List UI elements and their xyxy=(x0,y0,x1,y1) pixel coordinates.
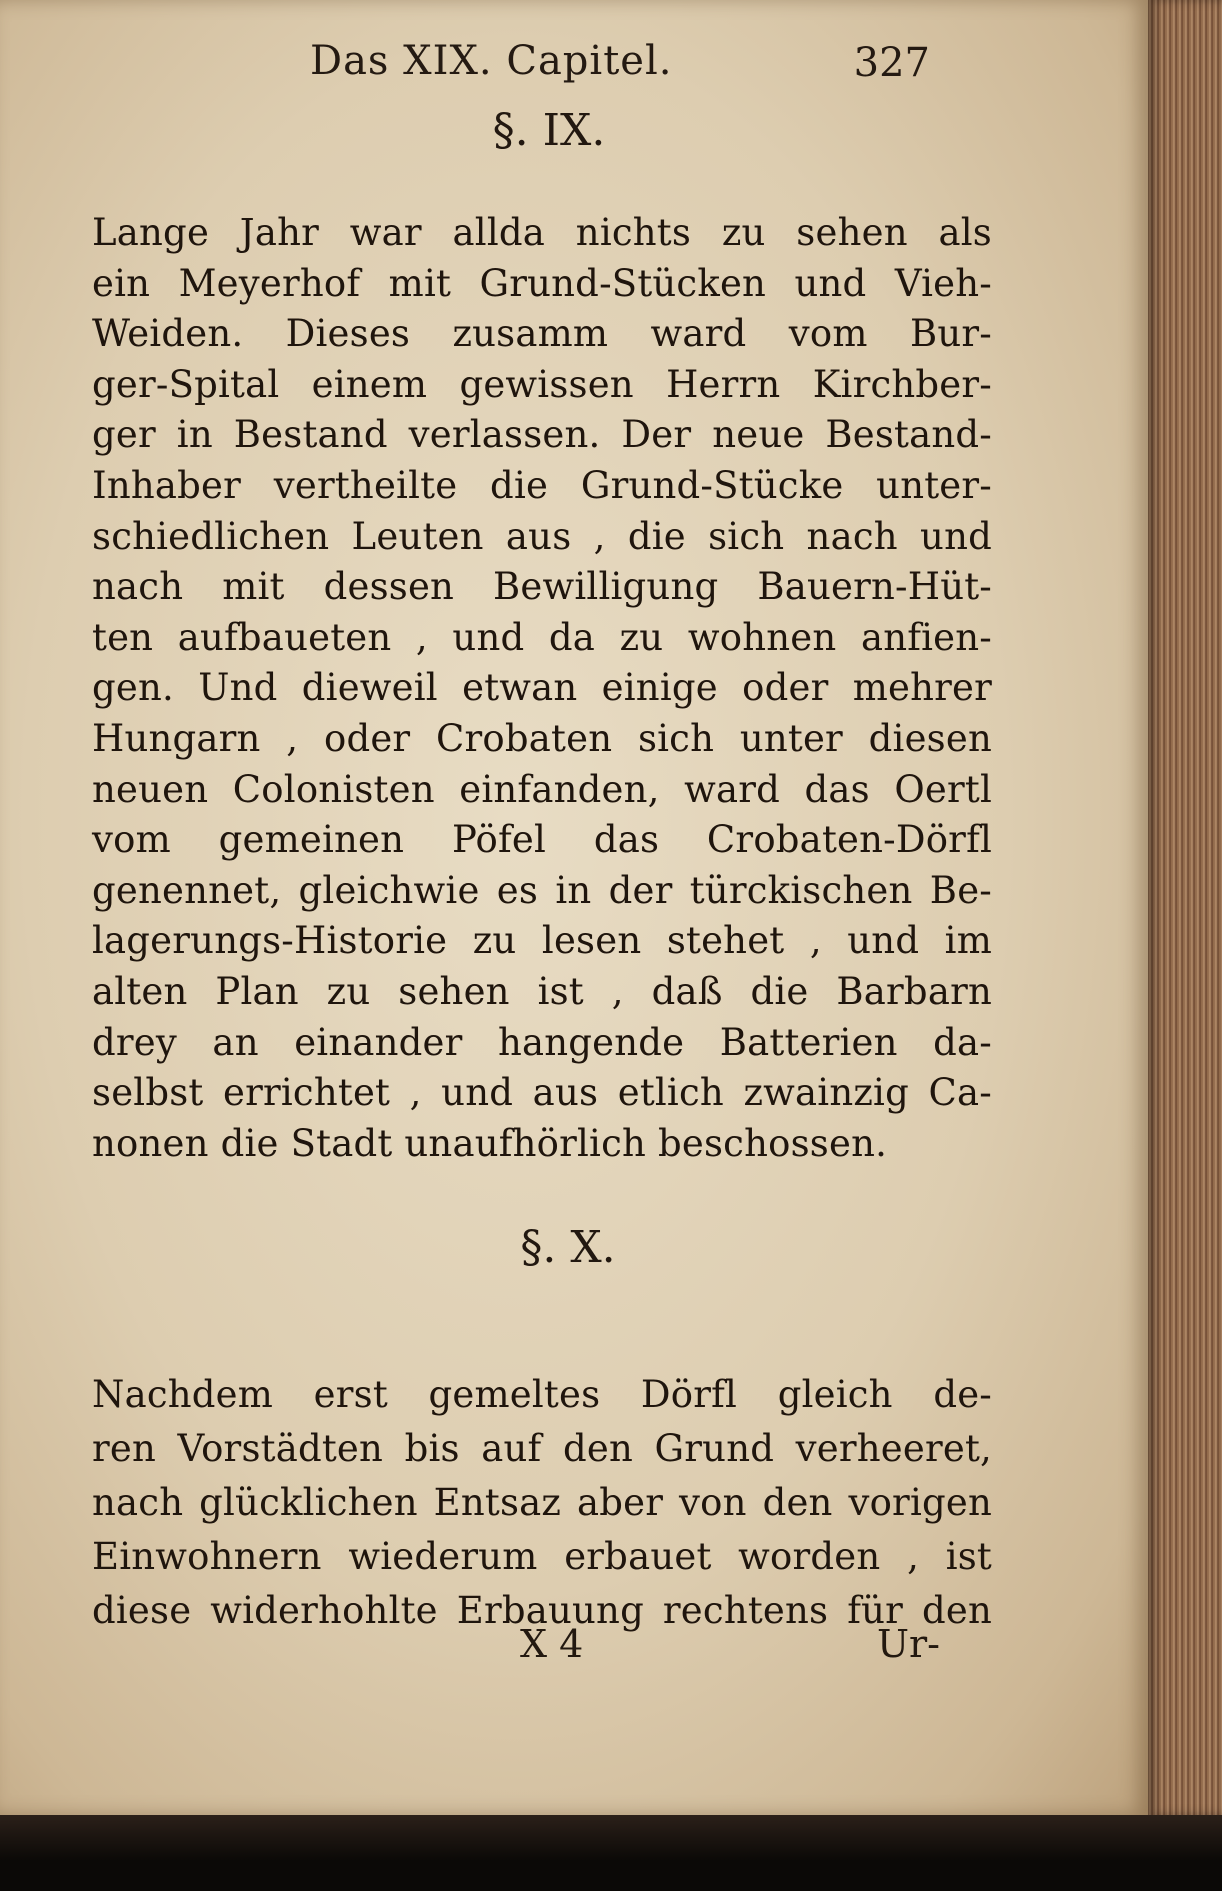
text-line: nach mit dessen Bewilligung Bauern-Hüt- xyxy=(92,565,992,609)
signature-mark: X 4 xyxy=(520,1622,584,1666)
text-line: drey an einander hangende Batterien da- xyxy=(92,1020,992,1064)
text-line: nach glücklichen Entsaz aber von den vorigen xyxy=(92,1481,992,1524)
text-line: schiedlichen Leuten aus , die sich nach und xyxy=(92,514,992,558)
page-footer xyxy=(520,1622,940,1672)
text-line: Inhaber vertheilte die Grund-Stücke unter- xyxy=(92,463,992,507)
running-title: Das XIX. Capitel. xyxy=(310,38,673,84)
text-line: ger-Spital einem gewissen Herrn Kirchber- xyxy=(92,362,992,406)
page-number: 327 xyxy=(853,40,930,86)
text-line: ren Vorstädten bis auf den Grund verheeret, xyxy=(92,1427,992,1470)
section-heading-x: §. X. xyxy=(520,1222,616,1273)
paragraph-section-ix xyxy=(92,208,992,1169)
text-line: Einwohnern wiederum erbauet worden , ist xyxy=(92,1535,992,1578)
dark-background xyxy=(0,1815,1222,1891)
text-line: vom gemeinen Pöfel das Crobaten-Dörfl xyxy=(92,818,992,862)
text-line: neuen Colonisten einfanden, ward das Oertl xyxy=(92,767,992,811)
text-line: Lange Jahr war allda nichts zu sehen als xyxy=(92,211,992,254)
section-heading-ix: §. IX. xyxy=(492,105,606,156)
text-line: ein Meyerhof mit Grund-Stücken und Vieh- xyxy=(92,261,992,305)
text-line: Hungarn , oder Crobaten sich unter diesen xyxy=(92,716,992,760)
text-line: ger in Bestand verlassen. Der neue Bestand- xyxy=(92,413,992,457)
text-line: nonen die Stadt unaufhörlich beschossen. xyxy=(92,1121,888,1165)
text-line: diese widerhohlte Erbauung rechtens für den xyxy=(92,1589,992,1632)
paragraph-section-x xyxy=(92,1368,992,1638)
book-fore-edge xyxy=(1148,0,1222,1815)
text-line: ten aufbaueten , und da zu wohnen anfien- xyxy=(92,615,992,659)
text-line: Nachdem erst gemeltes Dörfl gleich de- xyxy=(92,1373,992,1416)
text-line: alten Plan zu sehen ist , daß die Barbarn xyxy=(92,969,992,1013)
text-line: gen. Und dieweil etwan einige oder mehrer xyxy=(92,666,992,710)
text-line: Weiden. Dieses zusamm ward vom Bur- xyxy=(92,312,992,356)
text-line: selbst errichtet , und aus etlich zwainzig Ca- xyxy=(92,1071,992,1115)
catchword: Ur- xyxy=(876,1622,940,1666)
text-line: genennet, gleichwie es in der türckischen Be- xyxy=(92,868,992,912)
text-line: lagerungs-Historie zu lesen stehet , und im xyxy=(92,919,992,963)
page-header xyxy=(310,38,930,98)
